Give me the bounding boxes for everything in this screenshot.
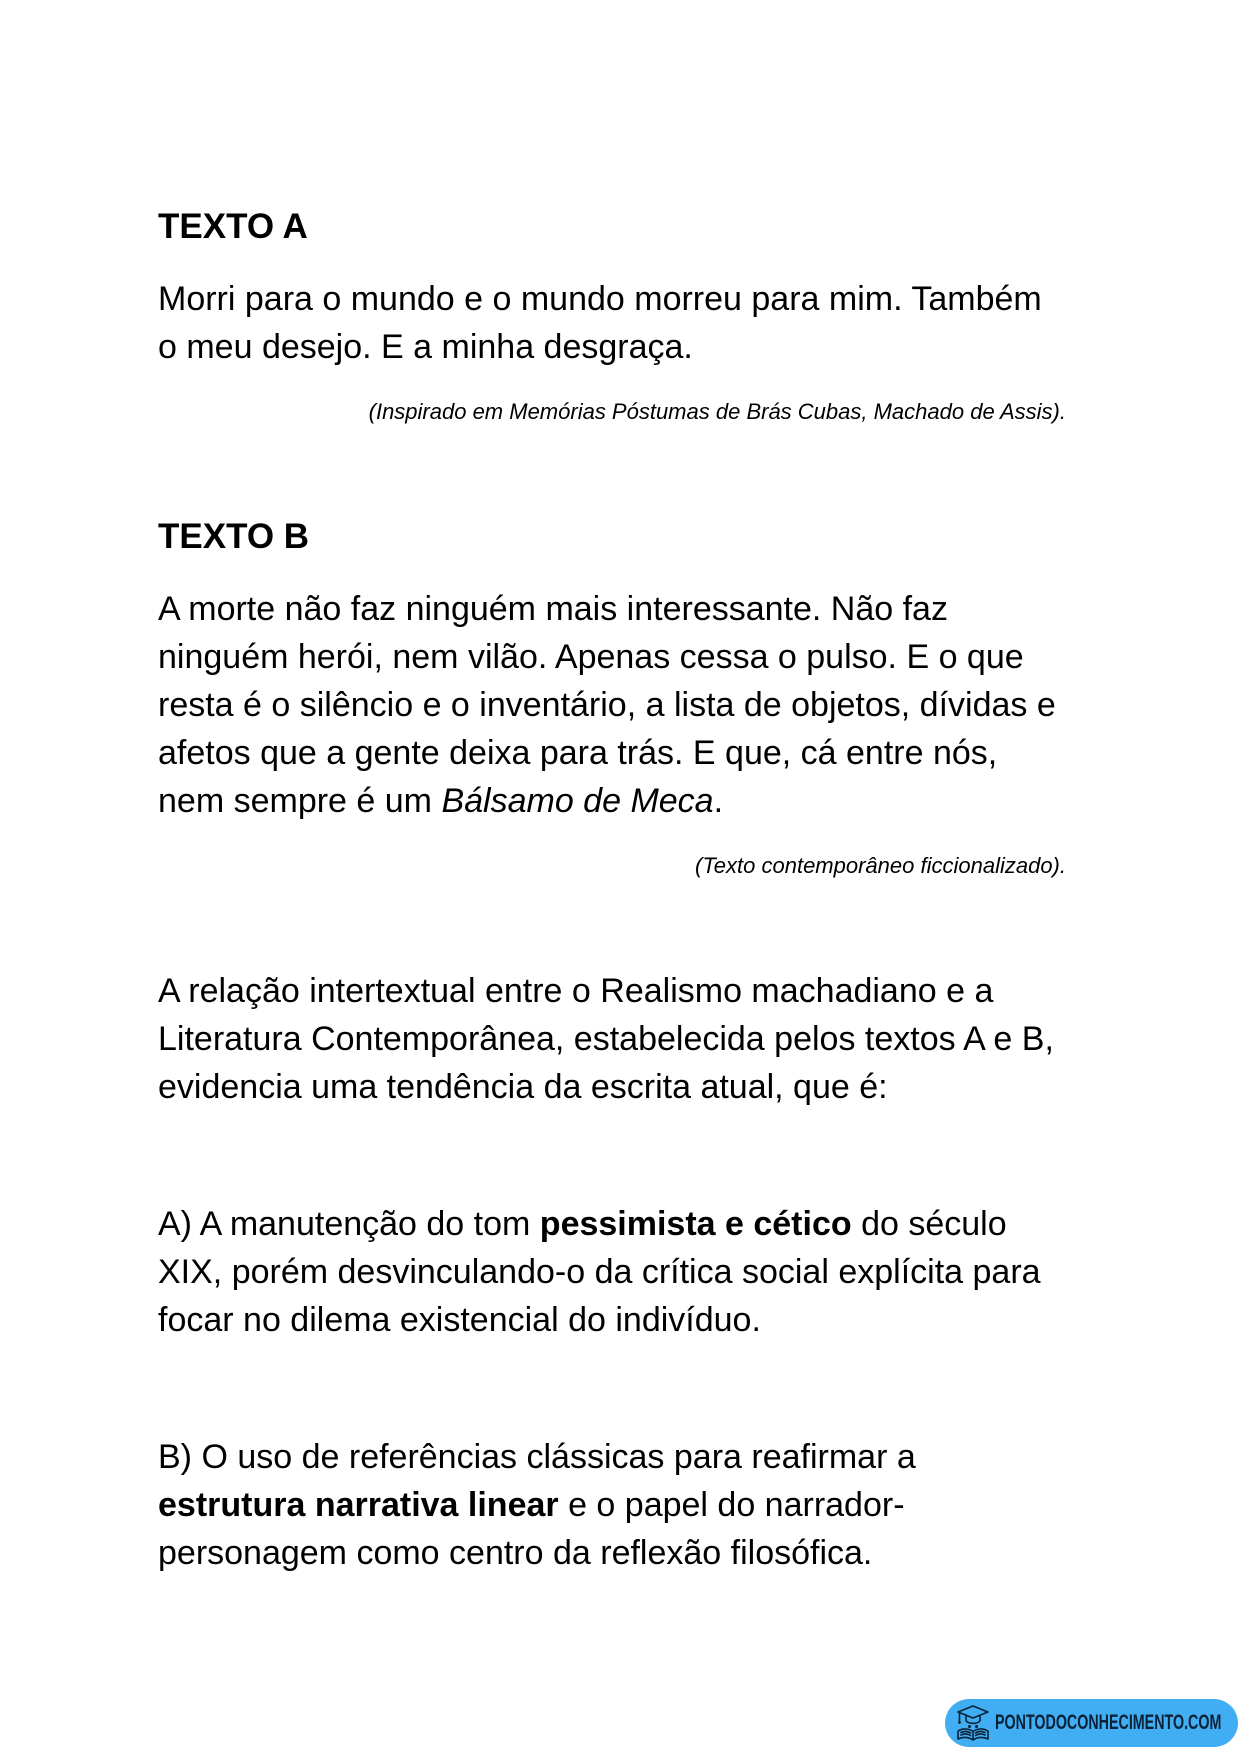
option-a-pre: A) A manutenção do tom xyxy=(158,1205,540,1243)
question-prompt: A relação intertextual entre o Realismo machadiano e a Literatura Contemporânea, estabelecida pelos textos A e B, evidencia uma tendência da escrita atual, que é: xyxy=(158,972,1054,1106)
graduate-book-mascot-icon xyxy=(953,1703,993,1743)
option-b xyxy=(158,1433,1066,1577)
document-content xyxy=(158,0,1066,1577)
option-a-post: do século XIX, porém desvinculando-o da crítica social explícita para focar no dilema existencial do indivíduo. xyxy=(158,1205,1041,1339)
option-b-post: e o papel do narrador-personagem como centro da reflexão filosófica. xyxy=(158,1486,905,1572)
texto-b-body-italic: Bálsamo de Meca xyxy=(441,782,714,820)
brand-text: PONTODOCONHECIMENTO.COM xyxy=(995,1711,1222,1734)
option-b-bold: estrutura narrativa linear xyxy=(158,1486,559,1524)
texto-b-attribution: (Texto contemporâneo ficcionalizado). xyxy=(695,853,1066,878)
option-a-bold: pessimista e cético xyxy=(539,1205,852,1243)
option-b-pre: B) O uso de referências clássicas para reafirmar a xyxy=(158,1438,916,1476)
option-a xyxy=(158,1200,1066,1344)
texto-a-attribution: (Inspirado em Memórias Póstumas de Brás Cubas, Machado de Assis). xyxy=(368,399,1066,424)
texto-a-body: Morri para o mundo e o mundo morreu para mim. Também o meu desejo. E a minha desgraça. xyxy=(158,280,1042,366)
pontodoconhecimento-brand-pill[interactable] xyxy=(945,1699,1238,1747)
texto-b-body-end: . xyxy=(713,782,724,820)
texto-b-heading: TEXTO B xyxy=(158,517,310,556)
texto-b-body xyxy=(158,585,1066,825)
texto-a-heading: TEXTO A xyxy=(158,207,308,246)
texto-b-body-regular: A morte não faz ninguém mais interessante. Não faz ninguém herói, nem vilão. Apenas cessa o pulso. E o que resta é o silêncio e o inventário, a lista de objetos, dívidas e afetos que a gente deixa para trás. E que, cá entre nós, nem sempre é um xyxy=(158,590,1056,820)
